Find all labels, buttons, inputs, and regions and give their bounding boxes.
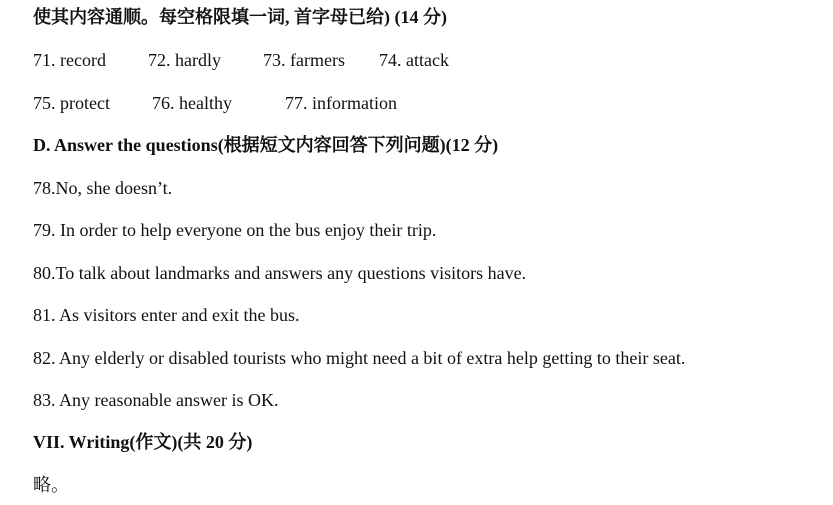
section-instruction: 使其内容通顺。每空格限填一词, 首字母已给) (14 分) [33,7,447,27]
answers-row-1 [33,49,793,71]
answer-72: 72. hardly [148,50,221,70]
answer-79: 79. In order to help everyone on the bus enjoy their trip. [33,220,437,240]
section-vii-title: VII. Writing(作文)(共 20 分) [33,432,253,452]
answer-82: 82. Any elderly or disabled tourists who might need a bit of extra help getting to their seat. [33,348,686,368]
answer-80: 80.To talk about landmarks and answers any questions visitors have. [33,263,527,283]
answer-78: 78.No, she doesn’t. [33,178,173,198]
answer-83: 83. Any reasonable answer is OK. [33,390,279,410]
section-d-title: D. Answer the questions(根据短文内容回答下列问题)(12 分) [33,135,499,155]
answers-row-2 [33,92,793,114]
answer-74: 74. attack [379,50,449,70]
section-vii-body: 略。 [33,475,69,495]
answer-76: 76. healthy [152,93,232,113]
answer-71: 71. record [33,50,106,70]
answer-75: 75. protect [33,93,110,113]
answer-81: 81. As visitors enter and exit the bus. [33,305,300,325]
answer-77: 77. information [285,93,397,113]
answer-73: 73. farmers [263,50,345,70]
